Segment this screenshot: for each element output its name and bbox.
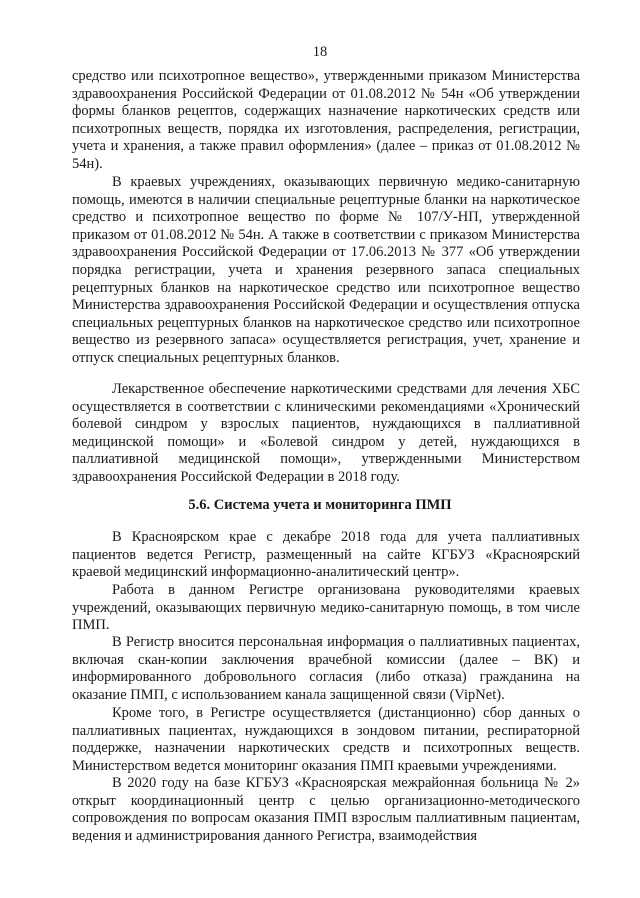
section-heading: 5.6. Система учета и мониторинга ПМП — [188, 497, 452, 513]
paragraph-continuation: средство или психотропное вещество», утвержденными приказом Министерства здравоохранения Российской Федерации от 01.08.2012 № 54н «Об утверждении формы бланков рецептов, содержащих назначение наркотических средств или психотропных веществ, порядка их изготовления, распределения, регистрации, учета и хранения, а также правил оформления» (далее – приказ от 01.08.2012 № 54н). — [72, 68, 580, 172]
paragraph-coordination-center: В 2020 году на базе КГБУЗ «Красноярская межрайонная больница № 2» открыт координационный центр с целью организационно-методического сопровождения по вопросам оказания ПМП взрослым паллиативным пациентам, ведения и администрирования данного Регистра, взаимодействия — [72, 775, 580, 844]
paragraph-drug-provision: Лекарственное обеспечение наркотическими средствами для лечения ХБС осуществляется в соответствии с клиническими рекомендациями «Хронический болевой синдром у взрослых пациентов, нуждающихся в паллиативной медицинской помощи» и «Болевой синдром у детей, нуждающихся в паллиативной медицинской помощи», утвержденными Министерством здравоохранения Российской Федерации в 2018 году. — [72, 381, 580, 485]
paragraph-registry-work: Работа в данном Регистре организована руководителями краевых учреждений, оказывающих первичную медико-санитарную помощь, в том числе ПМП. — [72, 582, 580, 634]
paragraph-registry-intro: В Красноярском крае с декабре 2018 года для учета паллиативных пациентов ведется Регистр, размещенный на сайте КГБУЗ «Красноярский краевой медицинский информационно-аналитический центр». — [72, 529, 580, 581]
page-number: 18 — [312, 44, 328, 60]
paragraph-prescription-forms: В краевых учреждениях, оказывающих первичную медико-санитарную помощь, имеются в наличии специальные рецептурные бланки на наркотическое средство и психотропное вещество по форме № 107/У-НП, утвержденной приказом от 01.08.2012 № 54н. А также в соответствии с приказом Министерства здравоохранения Российской Федерации от 17.06.2013 № 377 «Об утверждении порядка регистрации, учета и хранения резервного запаса специальных рецептурных бланков на наркотическое средство или психотропное вещество Министерства здравоохранения Российской Федерации и осуществления отпуска специальных рецептурных бланков на наркотическое средство или психотропное вещество из резервного запаса» осуществляется регистрация, учет, хранение и отпуск специальных рецептурных бланков. — [72, 174, 580, 366]
paragraph-registry-monitoring: Кроме того, в Регистре осуществляется (дистанционно) сбор данных о паллиативных пациентах, нуждающихся в зондовом питании, респираторной поддержке, назначении наркотических средств и психотропных веществ. Министерством ведется мониторинг оказания ПМП краевыми учреждениями. — [72, 705, 580, 774]
paragraph-registry-data: В Регистр вносится персональная информация о паллиативных пациентах, включая скан-копии заключения врачебной комиссии (далее – ВК) и информированного добровольного согласия (либо отказа) гражданина на оказание ПМП, с использованием канала защищенной связи (VipNet). — [72, 634, 580, 703]
